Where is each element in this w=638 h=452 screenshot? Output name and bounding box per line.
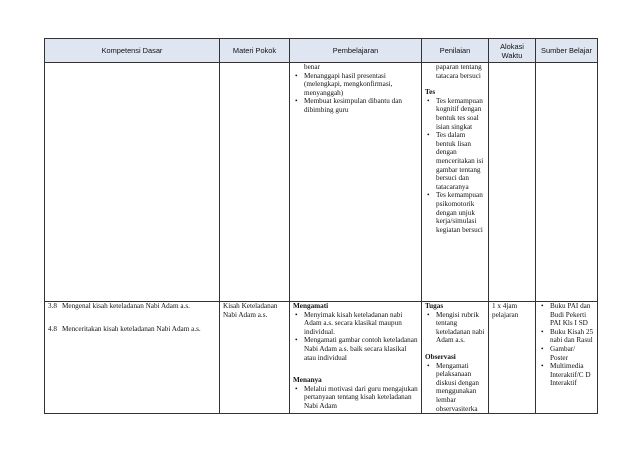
observasi-heading: Observasi (425, 352, 456, 361)
sumber-cell (536, 302, 598, 414)
mengamati-heading: Mengamati (293, 302, 329, 310)
table-row-continuation (45, 63, 598, 302)
list-item: • Buku Kisah 25 nabi dan Rasul (539, 328, 594, 345)
observasi-list (425, 362, 485, 414)
header-materi-pokok: Materi Pokok (220, 39, 290, 63)
header-sumber-belajar: Sumber Belajar (536, 39, 598, 63)
list-item: • Menyimak kisah keteladanan nabi Adam a.s. secara klasikal maupun individual. (293, 311, 418, 337)
kd-item (48, 325, 216, 334)
list-item: • Mengisi rubrik tentang keteladanan nabi Adam a.s. (425, 311, 485, 345)
list-item: • Tes kemampuan psikomotorik dengan unjuk kerja/simulasi kegiatan bersuci (425, 191, 485, 234)
list-item: • Tes kemampuan kognitif dengan bentuk tes soal isian singkat (425, 97, 485, 131)
materi-cell: Kisah Keteladanan Nabi Adam a.s. (220, 302, 290, 414)
header-pembelajaran: Pembelajaran (290, 39, 422, 63)
list-item: • Multimedia Interaktif/C D Interaktif (539, 362, 594, 388)
kd-cell (45, 302, 220, 414)
table-row-nabi-adam (45, 302, 598, 414)
tes-heading: Tes (425, 88, 436, 97)
list-item: • Mengamati gambar contoh keteladanan Nabi Adam a.s. baik secara klasikal atau individual (293, 336, 418, 362)
tes-list (425, 97, 485, 235)
kd-number: 3.8 (48, 302, 57, 310)
syllabus-table (44, 38, 598, 414)
list-item: • Buku PAI dan Budi Pekerti PAI Kls I SD (539, 302, 594, 328)
kd-text: Menceritakan kisah keteladanan Nabi Adam a.s. (62, 324, 201, 333)
menanya-heading: Menanya (293, 376, 322, 385)
list-item: • Membuat kesimpulan dibantu dan dibimbing guru (293, 97, 418, 114)
pembelajaran-lead-text: benar (304, 63, 320, 71)
mengamati-list (293, 311, 418, 363)
list-item: • Gambar/ Poster (539, 345, 594, 362)
kd-number: 4.8 (48, 324, 57, 333)
penilaian-cell (422, 302, 489, 414)
sumber-list (539, 302, 594, 388)
header-row (45, 39, 598, 63)
header-kompetensi-dasar: Kompetensi Dasar (45, 39, 220, 63)
list-item: • Tes dalam bentuk lisan dengan menceritakan isi gambar tentang bersuci dan tatacaranya (425, 131, 485, 191)
menanya-list (293, 385, 418, 411)
tugas-heading: Tugas (425, 302, 444, 310)
penilaian-lead-text: paparan tentang tatacara bersuci (436, 63, 482, 80)
header-penilaian: Penilaian (422, 39, 489, 63)
list-item: • Menanggapi hasil presentasi (melengkapi, mengkonfirmasi, menyanggah) (293, 72, 418, 98)
list-item: • Melalui motivasi dari guru mengajukan pertanyaan tentang kisah keteladanan Nabi Adam (293, 385, 418, 411)
tugas-list (425, 311, 485, 345)
alokasi-cell: 1 x 4jam pelajaran (489, 302, 536, 414)
pembelajaran-cell (290, 302, 422, 414)
list-item: • Mengamati pelaksanaan diskusi dengan menggunakan lembar observasiterka (425, 362, 485, 414)
kd-cell-empty (45, 63, 220, 302)
header-alokasi-waktu: Alokasi Waktu (489, 39, 536, 63)
kd-text: Mengenal kisah keteladanan Nabi Adam a.s. (62, 302, 190, 310)
alokasi-cell-empty (489, 63, 536, 302)
penilaian-cell (422, 63, 489, 302)
sumber-cell-empty (536, 63, 598, 302)
kd-item (48, 302, 216, 311)
pembelajaran-list (293, 72, 418, 115)
materi-cell-empty (220, 63, 290, 302)
pembelajaran-cell (290, 63, 422, 302)
